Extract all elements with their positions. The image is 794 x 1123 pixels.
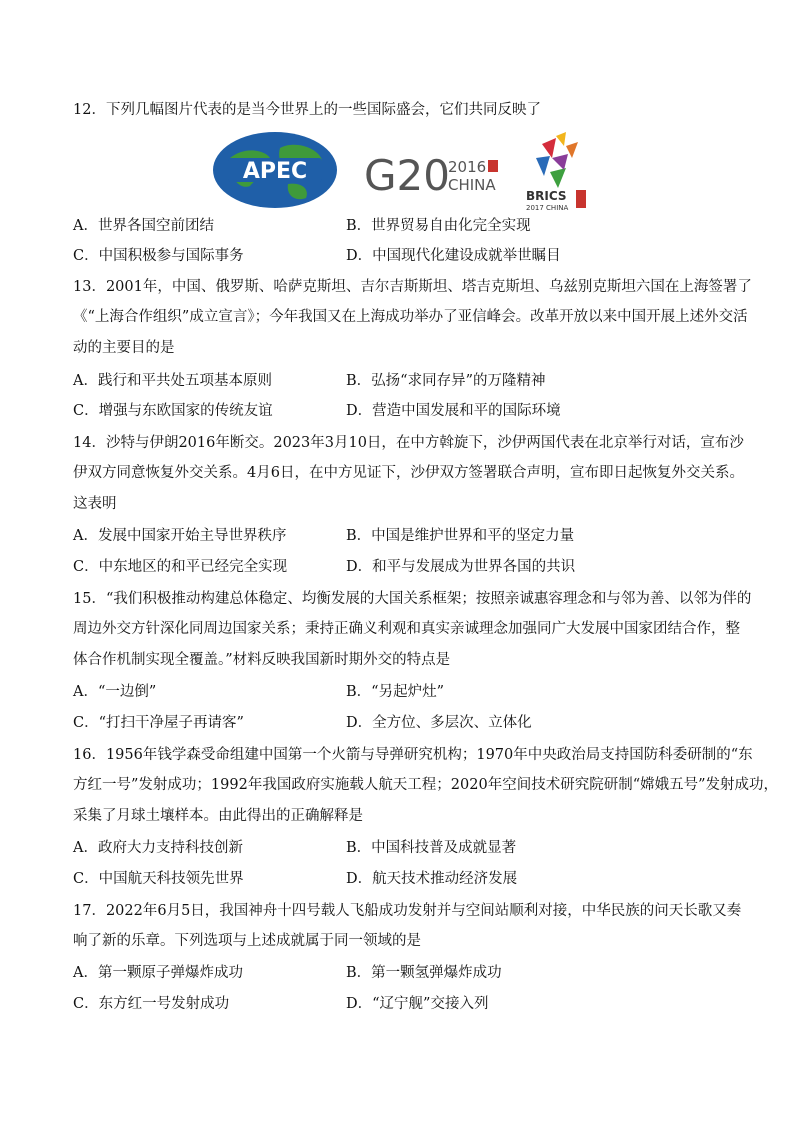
question-13-line-2: 《“上海合作组织”成立宣言》；今年我国又在上海成功举办了亚信峰会。改革开放以来中国开展上述外交活 bbox=[73, 309, 748, 325]
q17-option-c: C．东方红一号发射成功 bbox=[73, 996, 230, 1012]
q12-option-b: B．世界贸易自由化完全实现 bbox=[346, 218, 531, 234]
g20-logo-text: G20 bbox=[364, 151, 450, 200]
question-17-line-2: 响了新的乐章。下列选项与上述成就属于同一领域的是 bbox=[73, 933, 421, 949]
question-14-line-1: 14．沙特与伊朗2016年断交。2023年3月10日，在中方斡旋下，沙伊两国代表在北京举行对话，宣布沙 bbox=[73, 435, 744, 451]
q16-option-c: C．中国航天科技领先世界 bbox=[73, 871, 244, 887]
question-13-line-3: 动的主要目的是 bbox=[73, 340, 175, 356]
g20-year-text: 2016 bbox=[448, 158, 487, 176]
question-13-line-1: 13．2001年，中国、俄罗斯、哈萨克斯坦、吉尔吉斯斯坦、塔吉克斯坦、乌兹别克斯坦六国在上海签署了 bbox=[73, 279, 752, 295]
apec-logo-text: APEC bbox=[242, 159, 308, 184]
question-15-line-3: 体合作机制实现全覆盖。”材料反映我国新时期外交的特点是 bbox=[73, 652, 451, 668]
g20-country-text: CHINA bbox=[448, 176, 496, 194]
q15-option-b: B．“另起炉灶” bbox=[346, 684, 444, 700]
question-14-line-3: 这表明 bbox=[73, 496, 117, 512]
brics-logo bbox=[522, 128, 592, 212]
q14-option-c: C．中东地区的和平已经完全实现 bbox=[73, 559, 288, 575]
q15-option-a: A．“一边倒” bbox=[73, 684, 157, 700]
q12-option-d: D．中国现代化建设成就举世瞩目 bbox=[346, 248, 561, 264]
q16-option-b: B．中国科技普及成就显著 bbox=[346, 840, 517, 856]
q13-option-c: C．增强与东欧国家的传统友谊 bbox=[73, 403, 273, 419]
question-16-line-1: 16．1956年钱学森受命组建中国第一个火箭与导弹研究机构；1970年中央政治局支持国防科委研制的“东 bbox=[73, 747, 753, 763]
summit-logos bbox=[210, 128, 590, 212]
q17-option-a: A．第一颗原子弹爆炸成功 bbox=[73, 965, 243, 981]
question-12-line-1: 12．下列几幅图片代表的是当今世界上的一些国际盛会，它们共同反映了 bbox=[73, 102, 541, 118]
q13-option-d: D．营造中国发展和平的国际环境 bbox=[346, 403, 561, 419]
q14-option-b: B．中国是维护世界和平的坚定力量 bbox=[346, 528, 575, 544]
question-15-line-1: 15．“我们积极推动构建总体稳定、均衡发展的大国关系框架；按照亲诚惠容理念和与邻为善、以邻为伴的 bbox=[73, 591, 752, 607]
q17-option-d: D．“辽宁舰”交接入列 bbox=[346, 996, 489, 1012]
question-15-line-2: 周边外交方针深化同周边国家关系；秉持正确义利观和真实亲诚理念加强同广大发展中国家团结合作，整 bbox=[73, 621, 740, 637]
brics-seal-icon bbox=[576, 190, 586, 208]
q17-option-b: B．第一颗氢弹爆炸成功 bbox=[346, 965, 502, 981]
apec-logo bbox=[210, 128, 340, 212]
q14-option-d: D．和平与发展成为世界各国的共识 bbox=[346, 559, 576, 575]
q14-option-a: A．发展中国家开始主导世界秩序 bbox=[73, 528, 287, 544]
brics-sub-text: 2017 CHINA bbox=[526, 204, 569, 212]
g20-logo bbox=[360, 128, 510, 212]
q12-option-a: A．世界各国空前团结 bbox=[73, 218, 214, 234]
q15-option-d: D．全方位、多层次、立体化 bbox=[346, 715, 532, 731]
q16-option-a: A．政府大力支持科技创新 bbox=[73, 840, 243, 856]
q16-option-d: D．航天技术推动经济发展 bbox=[346, 871, 518, 887]
q13-option-a: A．践行和平共处五项基本原则 bbox=[73, 373, 272, 389]
q12-option-c: C．中国积极参与国际事务 bbox=[73, 248, 244, 264]
question-14-line-2: 伊双方同意恢复外交关系。4月6日，在中方见证下，沙伊双方签署联合声明，宣布即日起恢复外交关系。 bbox=[73, 465, 744, 481]
question-17-line-1: 17．2022年6月5日，我国神舟十四号载人飞船成功发射并与空间站顺利对接，中华民族的问天长歌又奏 bbox=[73, 903, 742, 919]
question-16-line-2: 方红一号”发射成功；1992年我国政府实施载人航天工程；2020年空间技术研究院研制“嫦娥五号”发射成功， bbox=[73, 777, 779, 793]
g20-seal-icon bbox=[488, 160, 498, 172]
brics-logo-text: BRICS bbox=[526, 189, 567, 203]
q13-option-b: B．弘扬“求同存异”的万隆精神 bbox=[346, 373, 546, 389]
q15-option-c: C．“打扫干净屋子再请客” bbox=[73, 715, 244, 731]
question-16-line-3: 采集了月球土壤样本。由此得出的正确解释是 bbox=[73, 808, 363, 824]
